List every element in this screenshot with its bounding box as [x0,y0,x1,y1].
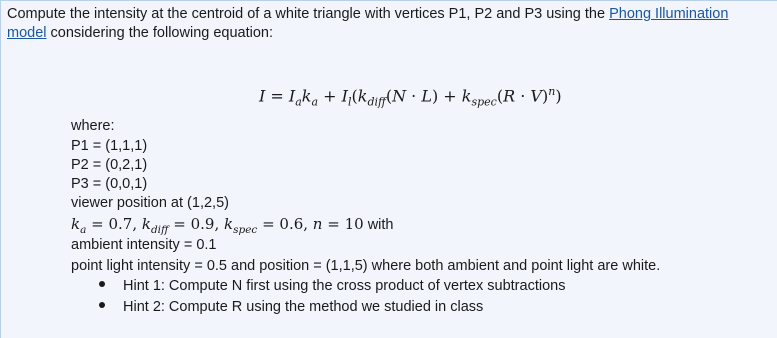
vertex-p2: P2 = (0,2,1) [71,157,148,173]
problem-intro [7,5,747,43]
bullet-icon [99,302,105,308]
where-label: where: [71,118,115,134]
phong-equation: $I = I_ak_a + I_l(k_{diff}(N \cdot L) + k_{spec}(R \cdot V)^n)$ [259,85,562,109]
point-light: point light intensity = 0.5 and position = (1,1,5) where both ambient and point light are white. [71,258,661,274]
vertex-p1: P1 = (1,1,1) [71,138,148,154]
ambient-intensity: ambient intensity = 0.1 [71,237,217,253]
phong-model-link[interactable]: Phong Illumination model [7,6,729,41]
bullet-icon [99,281,105,287]
coefficients-suffix: with [367,217,394,233]
vertex-p3: P3 = (0,0,1) [71,176,148,192]
viewer-position: viewer position at (1,2,5) [71,195,229,211]
hint-2-text: Hint 2: Compute R using the method we studied in class [123,299,484,315]
hint-1-text: Hint 1: Compute N first using the cross product of vertex subtractions [123,278,566,294]
hint-2 [99,298,483,316]
intro-text: Compute the intensity at the centroid of a white triangle with vertices P1, P2 and P3 using the [7,6,610,22]
coefficients-math: $k_a = 0.7$, $k_{diff} = 0.9$, $k_{spec} = 0.6$, n = 10 [71,215,364,236]
intro-text-end: considering the following equation: [46,25,274,41]
hint-1 [99,277,565,295]
